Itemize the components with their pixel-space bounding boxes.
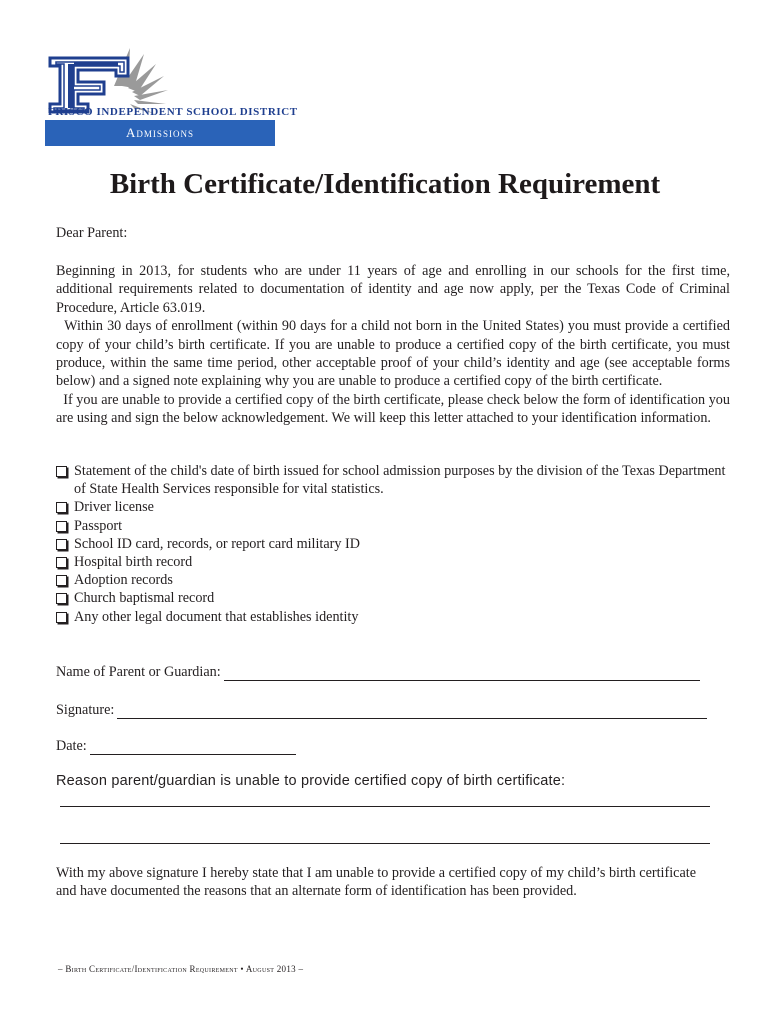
signature-field — [56, 702, 707, 719]
acknowledgement-statement: With my above signature I hereby state that I am unable to provide a certified copy of my child’s birth certificate and have documented the reasons that an alternate form of identification has been provided. — [56, 865, 697, 900]
list-item — [56, 517, 736, 535]
option-label: Hospital birth record — [74, 554, 193, 571]
list-item — [56, 571, 736, 589]
parent-name-field — [56, 664, 700, 681]
checkbox[interactable] — [56, 612, 67, 623]
signature-input[interactable] — [117, 704, 707, 719]
list-item — [56, 608, 736, 626]
salutation: Dear Parent: — [56, 225, 128, 241]
paragraph: Within 30 days of enrollment (within 90 days for a child not born in the United States) you must provide a certified copy of your child’s birth certificate. If you are unable to produce a certified copy of the birth certificate, you must produce, within the same time period, other acceptable proof of your child’s identity and age (see acceptable forms below) and a signed note explaining why you are unable to produce a certified copy of the birth certificate. — [56, 318, 730, 390]
paragraph: Beginning in 2013, for students who are under 11 years of age and enrolling in our schools for the first time, additional requirements related to documentation of identity and age now apply, per the Texas Code of Criminal Procedure, Article 63.019. — [56, 263, 730, 316]
option-label: Adoption records — [74, 572, 173, 589]
list-item — [56, 535, 736, 553]
reason-input-line[interactable] — [60, 806, 710, 807]
checkbox[interactable] — [56, 466, 67, 477]
checkbox[interactable] — [56, 593, 67, 604]
date-input[interactable] — [90, 740, 296, 755]
frisco-isd-logo — [44, 46, 276, 114]
option-label: Any other legal document that establishes identity — [74, 608, 359, 625]
body-text — [56, 262, 730, 428]
option-label: Passport — [74, 517, 123, 534]
checkbox[interactable] — [56, 557, 67, 568]
page-title: Birth Certificate/Identification Requirement — [109, 168, 661, 200]
department-banner: Admissions — [45, 120, 275, 146]
option-label: Statement of the child's date of birth issued for school admission purposes by the division of the Texas Department of State Health Services responsible for vital statistics. — [74, 463, 726, 498]
option-label: School ID card, records, or report card military ID — [74, 535, 361, 552]
checkbox[interactable] — [56, 539, 67, 550]
paragraph: If you are unable to provide a certified copy of the birth certificate, please check below the form of identification you are using and sign the below acknowledgement. We will keep this letter attached to your identification information. — [56, 391, 730, 427]
field-label: Name of Parent or Guardian: — [56, 664, 221, 680]
date-field — [56, 738, 296, 755]
list-item — [56, 462, 736, 498]
option-label: Church baptismal record — [74, 590, 215, 607]
page-footer: – Birth Certificate/Identification Requirement • August 2013 – — [58, 964, 304, 974]
checkbox[interactable] — [56, 575, 67, 586]
parent-name-input[interactable] — [224, 666, 700, 681]
list-item — [56, 589, 736, 607]
checkbox[interactable] — [56, 521, 67, 532]
option-label: Driver license — [74, 499, 154, 516]
field-label: Date: — [56, 738, 87, 754]
list-item — [56, 498, 736, 516]
list-item — [56, 553, 736, 571]
checkbox[interactable] — [56, 502, 67, 513]
field-label: Signature: — [56, 702, 115, 718]
district-name: FRISCO INDEPENDENT SCHOOL DISTRICT — [48, 106, 298, 118]
identification-options-list — [56, 462, 736, 626]
reason-input-line[interactable] — [60, 843, 710, 844]
reason-label: Reason parent/guardian is unable to provide certified copy of birth certificate: — [56, 773, 566, 789]
